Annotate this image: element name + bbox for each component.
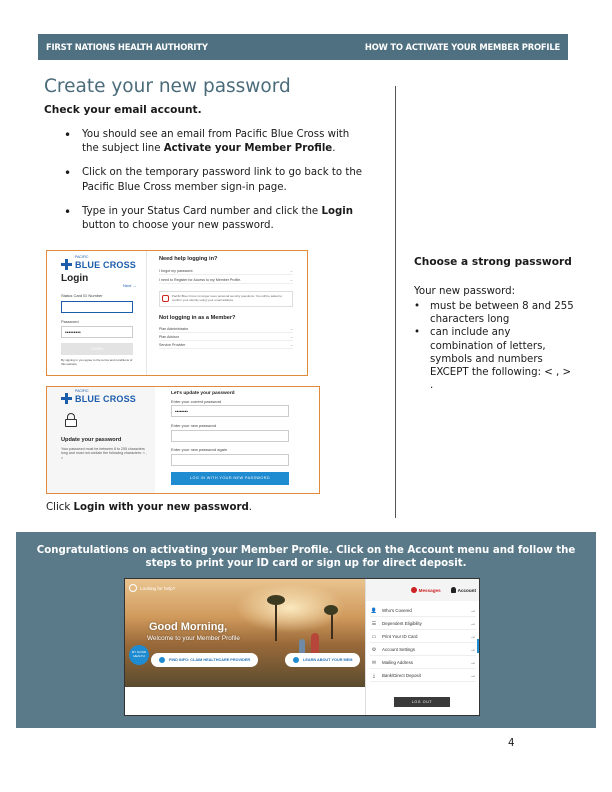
deposit-icon: ⤓ <box>372 672 376 679</box>
register-link[interactable]: I need to Register for Access to my Member Profile. → <box>159 278 293 282</box>
notification-dot-icon <box>411 587 417 593</box>
plan-admin-link[interactable]: Plan Administrator → <box>159 327 293 331</box>
submit-new-password-button[interactable]: LOG IN WITH YOUR NEW PASSWORD <box>171 472 289 485</box>
lock-icon <box>162 295 169 302</box>
strong-password-heading: Choose a strong password <box>414 256 572 268</box>
account-menu <box>365 579 479 715</box>
learn-more-pill[interactable]: LEARN ABOUT YOUR MEM <box>285 653 360 667</box>
health-badge: MY GOOD HEALTH <box>129 645 149 665</box>
messages-button[interactable]: Messages <box>411 587 441 593</box>
banner-text: Congratulations on activating your Member Profile. Click on the Account menu and follow the steps to print your ID card or sign up for direct deposit. <box>36 545 576 569</box>
lock-icon <box>65 413 77 427</box>
new-password-label: Enter your new password <box>171 423 217 428</box>
find-info-pill[interactable]: FIND INFO: CLAIM HEALTHCARE PROVIDER <box>151 653 258 667</box>
help-heading: Need help logging in? <box>159 256 218 262</box>
account-topbar <box>366 579 480 601</box>
person-icon <box>451 587 456 593</box>
help-link[interactable]: Looking for help? <box>129 584 175 592</box>
menu-print-id-card[interactable]: ▭ Print Your ID Card → <box>370 631 476 643</box>
blue-cross-logo: PACIFIC BLUE CROSS <box>61 259 136 270</box>
info-icon <box>293 657 299 663</box>
person-icon: 👤 <box>370 607 378 614</box>
greeting: Good Morning, <box>149 621 228 633</box>
menu-dependent-eligibility[interactable]: ☰ Dependent Eligibility → <box>370 618 476 630</box>
current-password-input[interactable]: •••••••• <box>171 405 289 417</box>
welcome-text: Welcome to your Member Profile <box>147 635 240 642</box>
steps-list <box>64 128 364 243</box>
login-button[interactable]: LOGIN <box>61 343 133 355</box>
status-card-input[interactable] <box>61 301 133 313</box>
forgot-password-link[interactable]: I forgot my password. → <box>159 269 293 273</box>
strong-password-intro: Your new password: <box>414 286 516 297</box>
not-member-heading: Not logging in as a Member? <box>159 315 236 321</box>
security-note: Pacific Blue Cross no longer uses personal security questions. You will be asked to confirm your identity using your email address. <box>159 291 293 307</box>
gear-icon: ⚙ <box>371 646 377 653</box>
terms-note: By signing in you agree to the terms and conditions of this website. <box>61 358 133 366</box>
password-label: Password <box>61 319 79 324</box>
plan-advisor-link[interactable]: Plan Advisor → <box>159 335 293 339</box>
scroll-indicator <box>477 639 480 653</box>
step-item: • Click on the temporary password link to go back to the Pacific Blue Cross member sign-in page. <box>64 166 364 194</box>
check-email-heading: Check your email account. <box>44 104 202 116</box>
service-provider-link[interactable]: Service Provider → <box>159 343 293 347</box>
password-input[interactable]: ••••••••• <box>61 326 133 338</box>
password-rules-list <box>414 300 574 392</box>
step-item: • Type in your Status Card number and click the Login button to choose your new password. <box>64 205 364 233</box>
menu-direct-deposit[interactable]: ⤓ Bank/Direct Deposit → <box>370 670 476 682</box>
header-org: FIRST NATIONS HEALTH AUTHORITY <box>46 42 208 52</box>
status-card-label: Status Card ID Number <box>61 293 103 298</box>
people-icon: ☰ <box>371 620 377 627</box>
account-button[interactable]: Account <box>451 587 476 593</box>
update-password-screenshot <box>46 386 320 494</box>
page-title: Create your new password <box>44 76 291 97</box>
account-screenshot <box>124 578 480 716</box>
update-form <box>171 387 319 493</box>
cross-icon <box>61 259 72 270</box>
person-figure <box>311 633 319 655</box>
menu-mailing-address[interactable]: ✉ Mailing Address → <box>370 657 476 669</box>
form-heading: Let's update your password <box>171 391 235 396</box>
update-info-panel <box>47 387 155 493</box>
current-password-label: Enter your current password <box>171 399 222 404</box>
new-password-input[interactable] <box>171 430 289 442</box>
login-panel <box>47 251 147 375</box>
blue-cross-logo: PACIFIC BLUE CROSS <box>61 393 136 404</box>
header-bar <box>38 34 568 60</box>
menu-account-settings[interactable]: ⚙ Account Settings → <box>370 644 476 656</box>
logout-button[interactable]: LOG OUT <box>394 697 450 707</box>
update-heading: Update your password <box>61 437 122 443</box>
info-icon <box>159 657 165 663</box>
password-rule: • can include any combination of letters, symbols and numbers EXCEPT the following: < , > . <box>414 326 574 392</box>
login-heading: Login <box>61 273 89 284</box>
menu-whos-covered[interactable]: 👤 Who's Covered → <box>370 605 476 617</box>
step-item: • You should see an email from Pacific Blue Cross with the subject line Activate your Member Profile. <box>64 128 364 156</box>
next-link[interactable]: Next → <box>123 283 137 288</box>
password-rule: • must be between 8 and 255 characters long <box>414 300 574 326</box>
cross-icon <box>61 393 72 404</box>
question-icon <box>129 584 137 592</box>
confirm-password-label: Enter your new password again <box>171 447 228 452</box>
mail-icon: ✉ <box>371 659 377 666</box>
card-icon: ▭ <box>371 633 377 640</box>
click-login-instruction: Click Login with your new password. <box>46 502 253 513</box>
column-divider <box>395 86 396 518</box>
confirm-password-input[interactable] <box>171 454 289 466</box>
login-screenshot <box>46 250 308 376</box>
page-number: 4 <box>508 738 515 749</box>
header-guide-title: HOW TO ACTIVATE YOUR MEMBER PROFILE <box>364 42 560 52</box>
help-panel <box>159 251 308 375</box>
update-description: Your password must be between 8 to 255 characters long and must not contain the following characters: < , > <box>61 447 148 460</box>
